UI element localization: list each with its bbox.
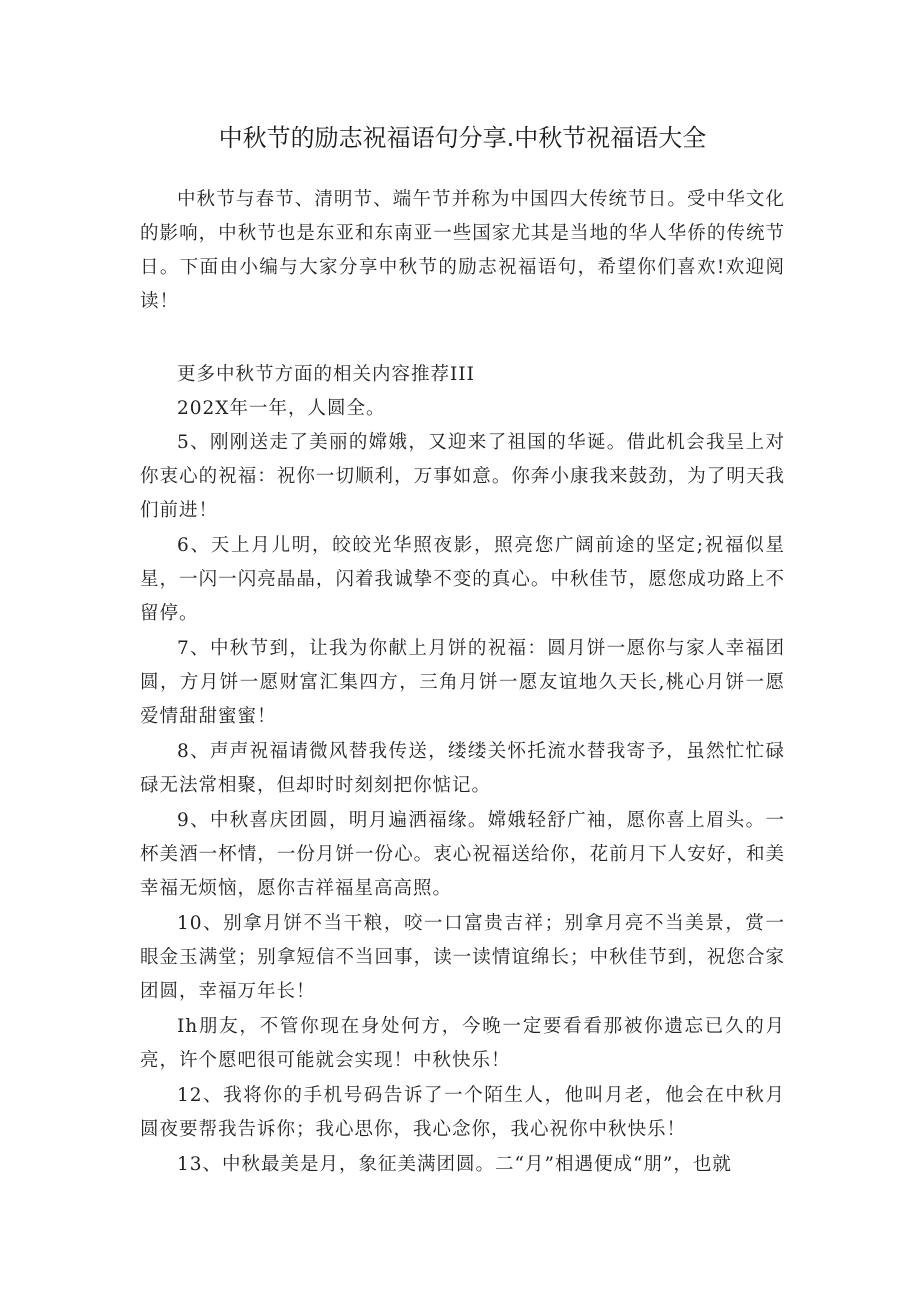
- wish-paragraph: 7、中秋节到，让我为你献上月饼的祝福：圆月饼一愿你与家人幸福团圆，方月饼一愿财富汇集四方，三角月饼一愿友谊地久天长,桃心月饼一愿爱情甜甜蜜蜜！: [140, 638, 785, 727]
- wish-paragraph: 10、别拿月饼不当干粮，咬一口富贵吉祥；别拿月亮不当美景，赏一眼金玉满堂；别拿短信不当回事，读一读情谊绵长；中秋佳节到，祝您合家团圆，幸福万年长！: [140, 913, 785, 1002]
- wish-paragraph: 6、天上月儿明，皎皎光华照夜影，照亮您广阔前途的坚定;祝福似星星，一闪一闪亮晶晶，闪着我诚挚不变的真心。中秋佳节，愿您成功路上不留停。: [140, 535, 785, 624]
- intro-paragraph: 中秋节与春节、清明节、端午节并称为中国四大传统节日。受中华文化的影响，中秋节也是东亚和东南亚一些国家尤其是当地的华人华侨的传统节日。下面由小编与大家分享中秋节的励志祝福语句，希望你们喜欢!欢迎阅读！: [140, 189, 785, 312]
- wish-paragraph: 9、中秋喜庆团圆，明月遍洒福缘。嫦娥轻舒广袖，愿你喜上眉头。一杯美酒一杯情，一份月饼一份心。衷心祝福送给你，花前月下人安好，和美幸福无烦恼，愿你吉祥福星高高照。: [140, 810, 785, 899]
- related-content-line: 更多中秋节方面的相关内容推荐III: [177, 364, 475, 385]
- document-title: 中秋节的励志祝福语句分享.中秋节祝福语大全: [218, 124, 707, 152]
- year-line: 202X年一年，人圆全。: [177, 398, 386, 419]
- wish-paragraph: 8、声声祝福请微风替我传送，缕缕关怀托流水替我寄予，虽然忙忙碌碌无法常相聚，但却时时刻刻把你惦记。: [140, 741, 785, 796]
- wish-paragraph: 13、中秋最美是月，象征美满团圆。二“月”相遇便成“朋”，也就: [177, 1154, 732, 1175]
- wish-paragraph: Ih朋友，不管你现在身处何方，今晚一定要看看那被你遗忘已久的月亮，许个愿吧很可能就会实现！中秋快乐！: [140, 1016, 785, 1071]
- wish-paragraph: 12、我将你的手机号码告诉了一个陌生人，他叫月老，他会在中秋月圆夜要帮我告诉你；我心思你，我心念你，我心祝你中秋快乐！: [140, 1085, 785, 1140]
- wish-paragraph: 5、刚刚送走了美丽的嫦娥，又迎来了祖国的华诞。借此机会我呈上对你衷心的祝福：祝你一切顺利，万事如意。你奔小康我来鼓劲，为了明天我们前进！: [140, 432, 785, 521]
